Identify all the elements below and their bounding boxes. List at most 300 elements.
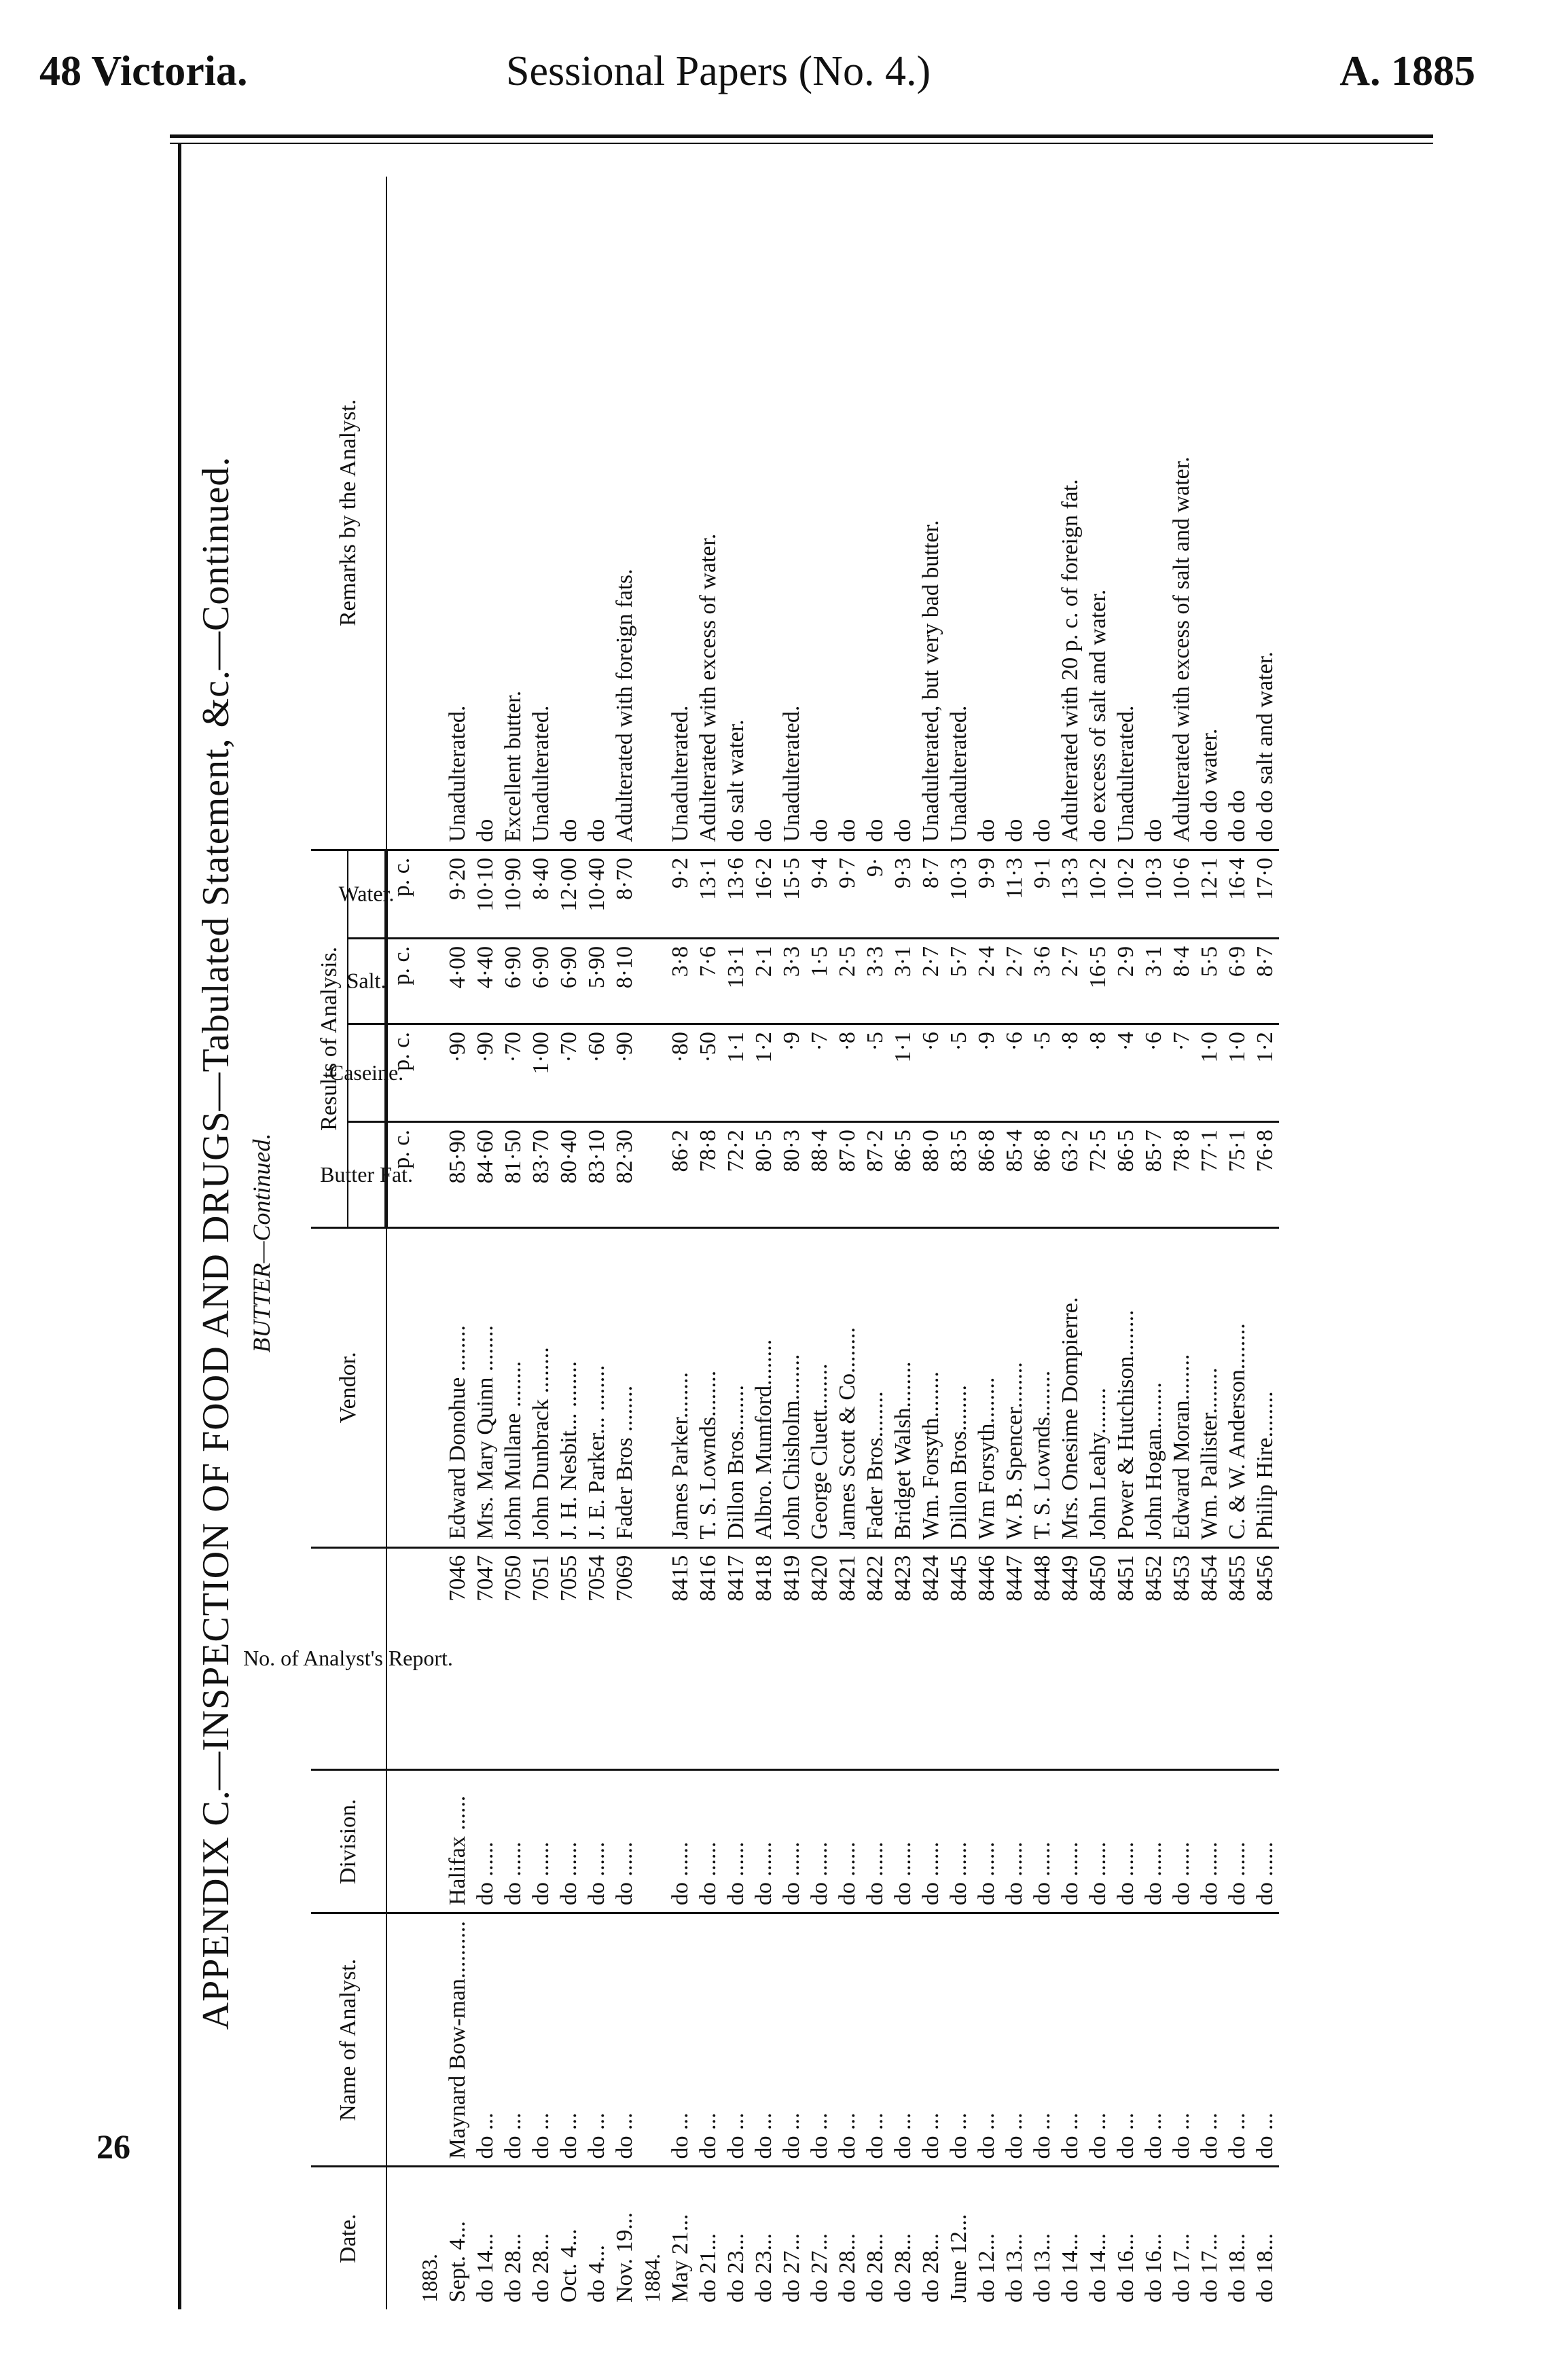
cell-vendor: John Dunbrack ........ (527, 1228, 555, 1548)
cell-caseine: ·8 (1056, 1024, 1084, 1122)
appendix-subtitle: BUTTER—Continued. (248, 1133, 275, 1353)
cell-caseine: ·90 (471, 1024, 499, 1122)
cell-date: do 23... (751, 2233, 776, 2303)
cell-butter-fat: 83·10 (583, 1122, 611, 1228)
cell-vendor: C. & W. Anderson........ (1223, 1228, 1251, 1548)
cell-analyst: do ... (778, 1913, 806, 2167)
cell-report-no: 8455 (1223, 1547, 1251, 1770)
cell-division: do ...... (1223, 1770, 1251, 1913)
cell-date: do 28... (863, 2233, 888, 2303)
cell-date: May 21... (668, 2214, 693, 2303)
cell-report-no: 8450 (1084, 1547, 1112, 1770)
cell-salt: 7·6 (694, 938, 722, 1024)
cell-caseine: ·50 (694, 1024, 722, 1122)
table-row (499, 177, 527, 2309)
cell-vendor: Mrs. Mary Quinn ........ (471, 1228, 499, 1548)
cell-remarks: do (555, 177, 583, 850)
cell-water: 9·7 (833, 850, 861, 938)
cell-report-no: 8452 (1140, 1547, 1168, 1770)
cell-butter-fat: 80·3 (778, 1122, 806, 1228)
cell-analyst: do ... (722, 1913, 750, 2167)
cell-water: 8·70 (611, 850, 638, 938)
cell-analyst: do ... (973, 1913, 1001, 2167)
cell-report-no: 8449 (1056, 1547, 1084, 1770)
cell-salt: 2·5 (833, 938, 861, 1024)
cell-division: do ...... (666, 1770, 694, 1913)
cell-vendor: J. H. Nesbit... ........ (555, 1228, 583, 1548)
cell-report-no: 8424 (917, 1547, 945, 1770)
table-row (917, 177, 945, 2309)
cell-butter-fat: 75·1 (1223, 1122, 1251, 1228)
cell-butter-fat: 82·30 (611, 1122, 638, 1228)
cell-remarks: do excess of salt and water. (1084, 177, 1112, 850)
cell-caseine: ·8 (1084, 1024, 1112, 1122)
table-row (833, 177, 861, 2309)
cell-division: Halifax ...... (444, 1770, 471, 1913)
cell-butter-fat: 86·8 (1028, 1122, 1056, 1228)
cell-analyst: do ... (833, 1913, 861, 2167)
appendix-title: APPENDIX C.—INSPECTION OF FOOD AND DRUGS—Tabulated Statement, &c.—Continued. (195, 456, 237, 2030)
cell-vendor: Dillon Bros........ (945, 1228, 973, 1548)
cell-butter-fat: 87·0 (833, 1122, 861, 1228)
cell-butter-fat: 86·8 (973, 1122, 1001, 1228)
cell-date: do 13... (1002, 2233, 1027, 2303)
cell-date: do 27... (807, 2233, 832, 2303)
cell-water: 12·00 (555, 850, 583, 938)
cell-division: do ...... (973, 1770, 1001, 1913)
cell-division: do ...... (1195, 1770, 1223, 1913)
table-row (722, 177, 750, 2309)
cell-water: 13·1 (694, 850, 722, 938)
year-row (416, 177, 444, 2309)
cell-remarks: Unadulterated, but very bad butter. (917, 177, 945, 850)
header-remarks: Remarks by the Analyst. (311, 177, 386, 850)
cell-salt: 8·10 (611, 938, 638, 1024)
cell-date: do 17... (1169, 2233, 1194, 2303)
cell-report-no: 8420 (806, 1547, 833, 1770)
cell-water: 10·40 (583, 850, 611, 938)
cell-date: do 14... (1058, 2233, 1083, 2303)
header-results: Results of Analysis. (311, 850, 348, 1227)
cell-analyst: do ... (694, 1913, 722, 2167)
cell-division: do ...... (499, 1770, 527, 1913)
cell-analyst: do ... (1195, 1913, 1223, 2167)
cell-caseine: ·80 (666, 1024, 694, 1122)
table-body (386, 177, 1280, 2309)
cell-report-no: 7047 (471, 1547, 499, 1770)
year-row-blank (416, 1913, 444, 2167)
year-label: 1883. (417, 2254, 441, 2303)
cell-caseine: ·5 (945, 1024, 973, 1122)
cell-division: do ...... (1112, 1770, 1140, 1913)
year-row-blank (638, 1770, 666, 1913)
table-row (945, 177, 973, 2309)
header-water-text: Water. (338, 881, 395, 906)
cell-date: Oct. 4... (556, 2229, 581, 2303)
table-row (1056, 177, 1084, 2309)
cell-salt: 3·3 (778, 938, 806, 1024)
cell-remarks: Unadulterated. (666, 177, 694, 850)
cell-butter-fat: 76·8 (1251, 1122, 1279, 1228)
header-report-no-text: No. of Analyst's Report. (243, 1646, 454, 1671)
cell-salt: 8·4 (1168, 938, 1195, 1024)
cell-date: do 28... (835, 2233, 860, 2303)
cell-salt: 2·7 (1056, 938, 1084, 1024)
cell-division: do ...... (471, 1770, 499, 1913)
cell-butter-fat: 86·5 (889, 1122, 917, 1228)
cell-division: do ...... (1140, 1770, 1168, 1913)
header-salt (348, 938, 386, 1024)
cell-division: do ...... (1028, 1770, 1056, 1913)
cell-water: 13·6 (722, 850, 750, 938)
cell-division: do ...... (1251, 1770, 1279, 1913)
units-blank (386, 177, 416, 850)
cell-report-no: 8416 (694, 1547, 722, 1770)
cell-remarks: Adulterated with 20 p. c. of foreign fat. (1056, 177, 1084, 850)
cell-salt: 3·1 (889, 938, 917, 1024)
year-row-blank (638, 1547, 666, 1770)
cell-caseine: ·60 (583, 1024, 611, 1122)
table-row (1251, 177, 1279, 2309)
cell-vendor: Mrs. Onesime Dompierre. (1056, 1228, 1084, 1548)
header-date: Date. (311, 2167, 386, 2309)
cell-caseine: ·5 (861, 1024, 889, 1122)
table-row (611, 177, 638, 2309)
cell-caseine: 1·2 (1251, 1024, 1279, 1122)
cell-water: 12·1 (1195, 850, 1223, 938)
cell-caseine: ·9 (973, 1024, 1001, 1122)
cell-analyst: do ... (750, 1913, 778, 2167)
cell-division: do ...... (750, 1770, 778, 1913)
cell-salt: 6·90 (555, 938, 583, 1024)
header-caseine-text: Caseine. (329, 1060, 404, 1085)
cell-vendor: Fader Bros........ (861, 1228, 889, 1548)
cell-butter-fat: 85·7 (1140, 1122, 1168, 1228)
cell-vendor: George Cluett........ (806, 1228, 833, 1548)
cell-salt: 5·7 (945, 938, 973, 1024)
cell-salt: 4·00 (444, 938, 471, 1024)
cell-vendor: John Mullane ........ (499, 1228, 527, 1548)
cell-salt: 5·90 (583, 938, 611, 1024)
cell-vendor: T. S. Lownds........ (694, 1228, 722, 1548)
cell-remarks: Adulterated with excess of salt and water. (1168, 177, 1195, 850)
cell-caseine: ·6 (917, 1024, 945, 1122)
cell-date: do 28... (528, 2233, 554, 2303)
header-butter-fat-text: Butter Fat. (320, 1162, 413, 1187)
cell-salt: 6·90 (499, 938, 527, 1024)
cell-caseine: 1·0 (1223, 1024, 1251, 1122)
cell-caseine: 1·0 (1195, 1024, 1223, 1122)
cell-caseine: 1·00 (527, 1024, 555, 1122)
cell-butter-fat: 83·5 (945, 1122, 973, 1228)
cell-report-no: 8448 (1028, 1547, 1056, 1770)
cell-analyst: do ... (1001, 1913, 1028, 2167)
year-label: 1884. (640, 2254, 664, 2303)
cell-date: Sept. 4... (445, 2221, 470, 2303)
cell-report-no: 8422 (861, 1547, 889, 1770)
header-division: Division. (311, 1770, 386, 1913)
cell-butter-fat: 78·8 (694, 1122, 722, 1228)
table-row (973, 177, 1001, 2309)
cell-date: June 12... (946, 2214, 971, 2303)
cell-water: 10·2 (1112, 850, 1140, 938)
cell-report-no: 8447 (1001, 1547, 1028, 1770)
cell-water: 10·6 (1168, 850, 1195, 938)
cell-division: do ...... (583, 1770, 611, 1913)
cell-vendor: Wm. Pallister........ (1195, 1228, 1223, 1548)
units-blank (386, 1770, 416, 1913)
cell-water: 10·3 (945, 850, 973, 938)
cell-vendor: John Hogan........ (1140, 1228, 1168, 1548)
year-row-blank (416, 938, 444, 1024)
cell-butter-fat: 83·70 (527, 1122, 555, 1228)
header-volume: 48 Victoria. (39, 48, 248, 94)
cell-report-no: 8419 (778, 1547, 806, 1770)
cell-division: do ...... (861, 1770, 889, 1913)
cell-remarks: do (1140, 177, 1168, 850)
cell-division: do ...... (917, 1770, 945, 1913)
cell-butter-fat: 78·8 (1168, 1122, 1195, 1228)
table-row (1140, 177, 1168, 2309)
page-number: 26 (96, 2127, 130, 2165)
cell-butter-fat: 86·2 (666, 1122, 694, 1228)
unit-water: p. c. (386, 850, 416, 938)
cell-division: do ...... (1168, 1770, 1195, 1913)
cell-date: do 18... (1225, 2233, 1250, 2303)
cell-caseine: 1·1 (889, 1024, 917, 1122)
cell-remarks: do do (1223, 177, 1251, 850)
cell-report-no: 8415 (666, 1547, 694, 1770)
cell-salt: 2·1 (750, 938, 778, 1024)
cell-analyst: Maynard Bow-man.......... (444, 1913, 471, 2167)
cell-analyst: do ... (917, 1913, 945, 2167)
cell-report-no: 8445 (945, 1547, 973, 1770)
table-row (444, 177, 471, 2309)
table-row (471, 177, 499, 2309)
cell-vendor: Wm Forsyth........ (973, 1228, 1001, 1548)
cell-analyst: do ... (1112, 1913, 1140, 2167)
cell-analyst: do ... (1028, 1913, 1056, 2167)
header-analyst: Name of Analyst. (311, 1913, 386, 2167)
cell-date: do 28... (501, 2233, 526, 2303)
cell-vendor: Edward Moran........ (1168, 1228, 1195, 1548)
table-row (1195, 177, 1223, 2309)
header-report-no (243, 1547, 454, 1770)
cell-water: 9·4 (806, 850, 833, 938)
year-row-blank (416, 1122, 444, 1228)
cell-vendor: T. S. Lownds........ (1028, 1228, 1056, 1548)
cell-salt: 16·5 (1084, 938, 1112, 1024)
cell-remarks: do (1001, 177, 1028, 850)
cell-water: 9· (861, 850, 889, 938)
cell-salt: 4·40 (471, 938, 499, 1024)
table-row (1168, 177, 1195, 2309)
table-row (555, 177, 583, 2309)
year-row-blank (638, 850, 666, 938)
cell-analyst: do ... (1168, 1913, 1195, 2167)
units-blank (386, 1228, 416, 1548)
cell-report-no: 8456 (1251, 1547, 1279, 1770)
cell-analyst: do ... (806, 1913, 833, 2167)
cell-salt: 2·7 (917, 938, 945, 1024)
cell-date: do 14... (1085, 2233, 1111, 2303)
cell-analyst: do ... (1223, 1913, 1251, 2167)
cell-water: 13·3 (1056, 850, 1084, 938)
year-row-blank (638, 1024, 666, 1122)
year-row (638, 177, 666, 2309)
cell-report-no: 8454 (1195, 1547, 1223, 1770)
cell-salt: 5·5 (1195, 938, 1223, 1024)
cell-division: do ...... (527, 1770, 555, 1913)
cell-date: do 21... (696, 2233, 721, 2303)
cell-salt: 3·3 (861, 938, 889, 1024)
cell-vendor: John Leahy........ (1084, 1228, 1112, 1548)
cell-vendor: Dillon Bros........ (722, 1228, 750, 1548)
year-row-blank (638, 1122, 666, 1228)
cell-vendor: Philip Hire........ (1251, 1228, 1279, 1548)
table-row (527, 177, 555, 2309)
cell-water: 8·40 (527, 850, 555, 938)
cell-water: 9·20 (444, 850, 471, 938)
cell-report-no: 7054 (583, 1547, 611, 1770)
cell-vendor: Fader Bros ........ (611, 1228, 638, 1548)
table-row (1001, 177, 1028, 2309)
cell-analyst: do ... (1056, 1913, 1084, 2167)
cell-date: Nov. 19... (612, 2212, 637, 2303)
cell-remarks: do (583, 177, 611, 850)
cell-division: do ...... (694, 1770, 722, 1913)
unit-caseine: p. c. (386, 1024, 416, 1122)
cell-caseine: 1·1 (722, 1024, 750, 1122)
cell-analyst: do ... (1140, 1913, 1168, 2167)
cell-vendor: James Scott & Co........ (833, 1228, 861, 1548)
cell-water: 9·9 (973, 850, 1001, 938)
cell-salt: 2·4 (973, 938, 1001, 1024)
cell-water: 9·1 (1028, 850, 1056, 938)
header-year: A. 1885 (1339, 48, 1475, 94)
year-row-blank (416, 1228, 444, 1548)
cell-division: do ...... (555, 1770, 583, 1913)
cell-analyst: do ... (1084, 1913, 1112, 2167)
cell-remarks: Adulterated with foreign fats. (611, 177, 638, 850)
cell-butter-fat: 72·2 (722, 1122, 750, 1228)
year-row-blank (416, 1770, 444, 1913)
cell-report-no: 7050 (499, 1547, 527, 1770)
cell-division: do ...... (833, 1770, 861, 1913)
cell-date: do 13... (1030, 2233, 1055, 2303)
table-row (889, 177, 917, 2309)
cell-remarks: do (889, 177, 917, 850)
cell-vendor: Edward Donohue ........ (444, 1228, 471, 1548)
cell-vendor: James Parker........ (666, 1228, 694, 1548)
cell-division: do ...... (722, 1770, 750, 1913)
cell-report-no: 7069 (611, 1547, 638, 1770)
cell-division: do ...... (806, 1770, 833, 1913)
cell-remarks: do (471, 177, 499, 850)
cell-caseine: ·9 (778, 1024, 806, 1122)
cell-vendor: Power & Hutchison........ (1112, 1228, 1140, 1548)
cell-date: do 28... (918, 2233, 943, 2303)
cell-date: do 16... (1113, 2233, 1138, 2303)
cell-remarks: do (861, 177, 889, 850)
table-row (806, 177, 833, 2309)
cell-butter-fat: 81·50 (499, 1122, 527, 1228)
cell-salt: 3·1 (1140, 938, 1168, 1024)
cell-remarks: do (750, 177, 778, 850)
top-rule (170, 134, 1433, 138)
cell-butter-fat: 88·4 (806, 1122, 833, 1228)
cell-water: 10·2 (1084, 850, 1112, 938)
cell-butter-fat: 87·2 (861, 1122, 889, 1228)
cell-caseine: ·6 (1001, 1024, 1028, 1122)
table-row (1223, 177, 1251, 2309)
cell-vendor: Wm. Forsyth........ (917, 1228, 945, 1548)
cell-water: 10·3 (1140, 850, 1168, 938)
cell-division: do ...... (889, 1770, 917, 1913)
cell-remarks: do (1028, 177, 1056, 850)
cell-division: do ...... (945, 1770, 973, 1913)
cell-analyst: do ... (666, 1913, 694, 2167)
cell-division: do ...... (1001, 1770, 1028, 1913)
cell-remarks: do do salt and water. (1251, 177, 1279, 850)
cell-butter-fat: 72·5 (1084, 1122, 1112, 1228)
cell-remarks: Unadulterated. (945, 177, 973, 850)
cell-remarks: do do water. (1195, 177, 1223, 850)
cell-caseine: ·5 (1028, 1024, 1056, 1122)
table-row (1084, 177, 1112, 2309)
cell-salt: 13·1 (722, 938, 750, 1024)
cell-caseine: ·4 (1112, 1024, 1140, 1122)
cell-butter-fat: 84·60 (471, 1122, 499, 1228)
header-vendor: Vendor. (311, 1228, 386, 1548)
table-row (1028, 177, 1056, 2309)
cell-salt: 2·9 (1112, 938, 1140, 1024)
cell-report-no: 8421 (833, 1547, 861, 1770)
cell-analyst: do ... (611, 1913, 638, 2167)
cell-butter-fat: 85·90 (444, 1122, 471, 1228)
cell-remarks: do (806, 177, 833, 850)
cell-report-no: 7055 (555, 1547, 583, 1770)
cell-date: do 16... (1141, 2233, 1166, 2303)
cell-division: do ...... (611, 1770, 638, 1913)
cell-analyst: do ... (583, 1913, 611, 2167)
year-row-blank (416, 1024, 444, 1122)
cell-remarks: do salt water. (722, 177, 750, 850)
cell-date: do 27... (779, 2233, 804, 2303)
cell-salt: 1·5 (806, 938, 833, 1024)
units-blank (386, 2167, 416, 2309)
cell-water: 11·3 (1001, 850, 1028, 938)
cell-analyst: do ... (861, 1913, 889, 2167)
cell-remarks: Adulterated with excess of water. (694, 177, 722, 850)
cell-water: 9·2 (666, 850, 694, 938)
cell-date: do 18... (1252, 2233, 1278, 2303)
cell-caseine: ·90 (611, 1024, 638, 1122)
cell-remarks: Unadulterated. (527, 177, 555, 850)
year-row-blank (638, 177, 666, 850)
cell-division: do ...... (778, 1770, 806, 1913)
cell-water: 16·2 (750, 850, 778, 938)
cell-analyst: do ... (471, 1913, 499, 2167)
table-row (583, 177, 611, 2309)
cell-water: 17·0 (1251, 850, 1279, 938)
cell-caseine: ·70 (555, 1024, 583, 1122)
cell-report-no: 7046 (444, 1547, 471, 1770)
cell-butter-fat: 86·5 (1112, 1122, 1140, 1228)
cell-analyst: do ... (945, 1913, 973, 2167)
cell-salt: 8·7 (1251, 938, 1279, 1024)
cell-caseine: ·7 (806, 1024, 833, 1122)
